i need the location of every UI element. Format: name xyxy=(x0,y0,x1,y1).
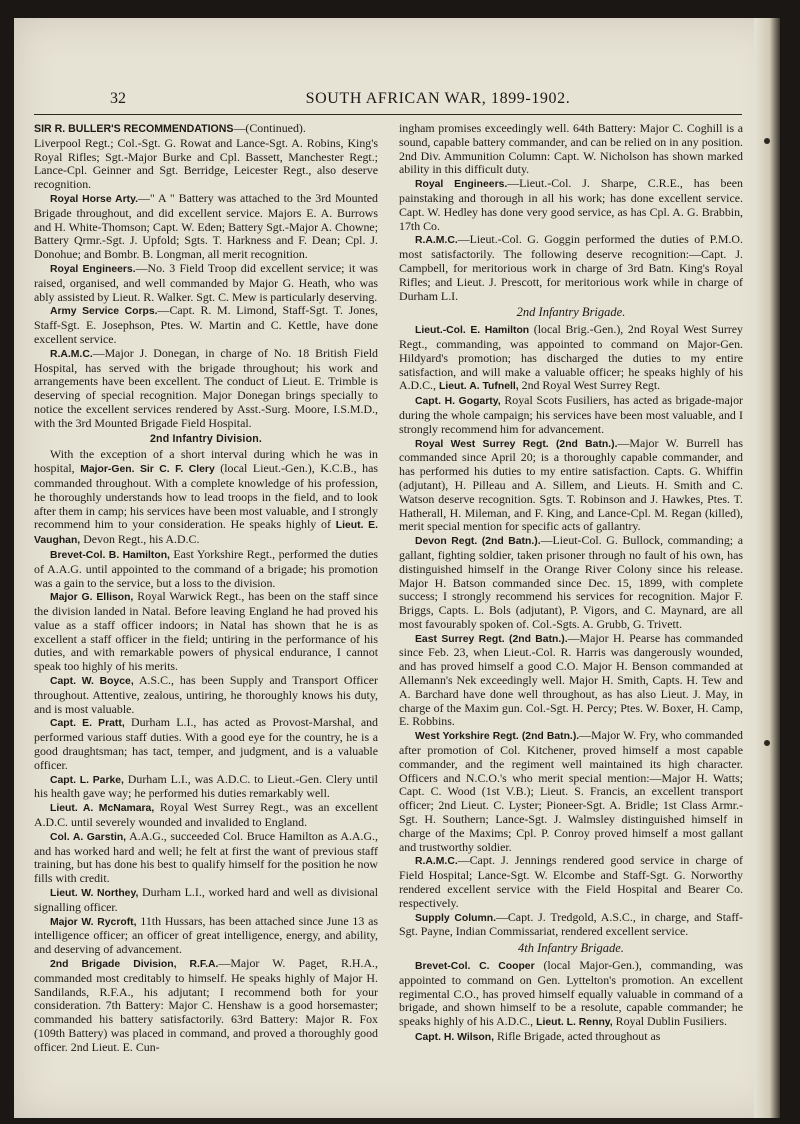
paragraph: R.A.M.C.—Capt. J. Jennings rendered good service in charge of Field Hospital; Lance-Sgt. W. Elcombe and Staff-Sgt. G. Norworthy rendered excellent service with the Field Hospital and Bearer Co. respectively. xyxy=(399,853,743,910)
header-rule xyxy=(34,114,742,115)
paragraph: R.A.M.C.—Major J. Donegan, in charge of No. 18 British Field Hospital, has served with the brigade throughout; his work and arrangements have been excellent. The conduct of Lieut. E. Trimble is deserving of special recognition. Major Donegan brings specially to notice the excellent services rendered by Asst.-Surg. Moore, I.S.M.D., with the 3rd Mounted Brigade Field Hospital. xyxy=(34,345,378,430)
paragraph: Col. A. Garstin, A.A.G., succeeded Col. Bruce Hamilton as A.A.G., and has worked hard and well; he felt at first the want of previous staff training, but has done his best to qualify himself for the position he now fills with credit. xyxy=(34,828,379,886)
right-column xyxy=(399,122,743,1045)
margin-mark xyxy=(764,740,770,746)
paragraph: Lieut. A. McNamara, Royal West Surrey Regt., was an excellent A.D.C. until severely wounded and invalided to England. xyxy=(34,800,378,830)
paragraph: Capt. H. Gogarty, Royal Scots Fusiliers, has acted as brigade-major during the whole campaign; his services have been most valuable, and I strongly recommend him for advancement. xyxy=(399,393,743,436)
book-spine-shadow xyxy=(754,18,780,1118)
paragraph: Lieut.-Col. E. Hamilton (local Brig.-Gen.), 2nd Royal West Surrey Regt., commanding, was appointed to command on Major-Gen. Hildyard's promotion; has discharged the duties to my entire satisfaction, and will make a valuable officer; he speaks highly of his A.D.C., Lieut. A. Tufnell, 2nd Royal West Surrey Regt. xyxy=(399,322,743,393)
left-column xyxy=(34,122,378,1055)
paragraph: Liverpool Regt.; Col.-Sgt. G. Rowat and Lance-Sgt. A. Robins, King's Royal Rifles; Sgt.-Major Burke and Cpl. Bassett, Manchester Regt.; Lance-Cpl. Geinner and Sgt. Berridge, Leicester Regt., also deserve recognition. xyxy=(34,135,378,192)
paragraph: R.A.M.C.—Lieut.-Col. G. Goggin performed the duties of P.M.O. most satisfactorily. The following deserve recognition:—Capt. J. Campbell, for meritorious work in charge of 3rd Batn. King's Royal Rifles; and Lieut. J. Prescott, for meritorious work while in charge of Durham L.I. xyxy=(399,232,743,303)
paragraph: Army Service Corps.—Capt. R. M. Limond, Staff-Sgt. T. Jones, Staff-Sgt. E. Josephson, Ptes. W. Martin and C. Kettle, have done excellent service. xyxy=(34,303,378,346)
paragraph: Supply Column.—Capt. J. Tredgold, A.S.C., in charge, and Staff-Sgt. Payne, Indian Commissariat, rendered excellent service. xyxy=(399,909,743,939)
brigade-heading: 2nd Infantry Brigade. xyxy=(516,305,626,320)
brigade-heading: 4th Infantry Brigade. xyxy=(518,941,624,956)
book-page xyxy=(14,18,780,1118)
paragraph: Royal Engineers.—No. 3 Field Troop did excellent service; it was raised, organised, and well commanded by Major G. Heath, who was ably assisted by Lieut. R. Walker. Sgt. C. Mew is particularly deserving. xyxy=(34,260,378,304)
page-number: 32 xyxy=(110,90,126,107)
running-title: SOUTH AFRICAN WAR, 1899-1902. xyxy=(305,90,571,107)
paragraph: Major W. Rycroft, 11th Hussars, has been attached since June 13 as intelligence officer; an officer of great intelligence, energy, and ability, and deserving of advancement. xyxy=(34,913,378,957)
paragraph: Lieut. W. Northey, Durham L.I., worked hard and well as divisional signalling officer. xyxy=(34,885,378,914)
paragraph: ingham promises exceedingly well. 64th Battery: Major C. Coghill is a sound, capable battery commander, and can be relied on in any position. 2nd Div. Ammunition Column: Capt. W. Nicholson has shown marked ability in this difficult duty. xyxy=(399,121,743,177)
paragraph: 2nd Brigade Division, R.F.A.—Major W. Paget, R.H.A., commanded most creditably to himself. He speaks highly of Major H. Sandilands, R.F.A., his adjutant; I recommend both for your consideration. 7th Battery: Major C. Henshaw is a good horsemaster; commanded his battery satisfactorily. 63rd Battery: Major R. Fox (109th Battery) was placed in command, and proved a thoroughly good officer. 2nd Lieut. E. Cun- xyxy=(34,956,378,1054)
paragraph: Capt. L. Parke, Durham L.I., was A.D.C. to Lieut.-Gen. Clery until his health gave way; he performed his duties remarkably well. xyxy=(34,771,378,801)
paragraph: Major G. Ellison, Royal Warwick Regt., has been on the staff since the division landed in Natal. Before leaving England he had proved his value as a staff officer indoors; in Natal has shown that he is as excellent a staff officer in the field; untiring in the performance of his duties, and with remarkable powers of physical endurance, I cannot speak too highly of his merits. xyxy=(34,589,378,674)
paragraph: Devon Regt. (2nd Batn.).—Lieut-Col. G. Bullock, commanding; a gallant, fighting soldier, taken prisoner through no fault of his own, has distinguished himself in the Orange River Colony since his release. Major H. Batson commanded since Dec. 15, 1899, with complete success; I strongly recommend his services for recognition. Major F. Briggs, Capts. L. Bols (adjutant), P. Vigors, and C. Maynard, are all most favourably spoken of. Col.-Sgts. A. Grubb, G. Trivett. xyxy=(399,533,743,631)
paragraph: With the exception of a short interval during which he was in hospital, Major-Gen. Sir C. F. Clery (local Lieut.-Gen.), K.C.B., has commanded throughout. With a complete knowledge of his profession, he thoroughly understands how to lead troops in the field, and to look after them in camp; his services have been most valuable, and I strongly recommend him to your consideration. He speaks highly of Lieut. E. Vaughan, Devon Regt., his A.D.C. xyxy=(34,447,379,547)
page-header xyxy=(110,90,710,114)
paragraph: Capt. E. Pratt, Durham L.I., has acted as Provost-Marshal, and performed various staff duties. With a good eye for the country, he is a good draughtsman; has tact, temper, and judgment, and is a valuable officer. xyxy=(34,715,378,772)
paragraph: East Surrey Regt. (2nd Batn.).—Major H. Pearse has commanded since Feb. 23, when Lieut.-Col. R. Harris was dangerously wounded, and has proved himself a good C.O. Major H. Benson commanded at Allemann's Nek exceedingly well. Major H. Smith, Capts. H. Tew and A. Barchard have done well throughout, as has also Lieut. J. May, in charge of the Maxim gun. Col.-Sgt. H. Percy; Ptes. W. Boxer, H. Camp, E. Robbins. xyxy=(399,630,743,729)
paragraph: Capt. H. Wilson, Rifle Brigade, acted throughout as xyxy=(415,1029,661,1043)
paragraph: Royal Horse Arty.—" A " Battery was attached to the 3rd Mounted Brigade throughout, and did excellent service. Majors E. A. Burrows and H. White-Thomson; Capt. W. Eden; Battery Sgt.-Major A. Chowne; Battery Qrmr.-Sgt. J. Upfold; Sgts. T. Harkness and F. Dean; Cpl. J. Donohue; and Bombr. B. Longman, all merit recognition. xyxy=(34,190,378,262)
division-heading: 2nd Infantry Division. xyxy=(149,432,263,445)
paragraph: Brevet-Col. B. Hamilton, East Yorkshire Regt., performed the duties of A.A.G. until appointed to the command of a brigade; his promotion was a gain to the service, but a loss to the division. xyxy=(34,546,378,590)
paragraph: Royal Engineers.—Lieut.-Col. J. Sharpe, C.R.E., has been painstaking and thorough in all his work; has done excellent service. Capt. W. Hedley has done very good service, as has Cpl. A. G. Brabbin, 17th Co. xyxy=(399,176,743,233)
paragraph: West Yorkshire Regt. (2nd Batn.).—Major W. Fry, who commanded after promotion of Col. Kitchener, proved himself a most capable commander, and the regiment well maintained its high character. Officers and N.C.O.'s who merit special mention:—Major H. Watts; Capt. C. Wood (1st V.B.); Lieut. S. Francis, an excellent transport officer; 2nd Lieut. C. Lyster; Pioneer-Sgt. A. Bridle; 1st Class Armr.-Sgt. H. Southern; Lance-Sgt. J. Walmsley distinguished himself in charge of the Maxims; Cpl. P. Conroy proved himself a most gallant and trustworthy soldier. xyxy=(399,728,743,854)
paragraph: Royal West Surrey Regt. (2nd Batn.).—Major W. Burrell has commanded since April 20; is a thoroughly capable commander, and has performed his duties to my entire satisfaction. Capts. G. Whiffin (adjutant), H. Pilleau and A. Sillem, and Lieuts. H. Smith and C. Watson deserve recognition. Sgts. T. Robinson and J. Hawkes, Ptes. T. Hatherall, H. Mileman, and F. King, and Lance-Cpl. M. Regan (killed), merit special mention for specific acts of gallantry. xyxy=(399,435,743,534)
paragraph: Brevet-Col. C. Cooper (local Major-Gen.), commanding, was appointed to command on Gen. Lyttelton's promotion. An excellent regimental C.O., has proved himself equally valuable in command of a brigade, and shown himself to be a resolute, capable commander; he speaks highly of his A.D.C., Lieut. L. Renny, Royal Dublin Fusiliers. xyxy=(399,958,743,1029)
section-heading: SIR R. BULLER'S RECOMMENDATIONS—(Continued). xyxy=(34,121,306,135)
margin-mark xyxy=(764,138,770,144)
paragraph: Capt. W. Boyce, A.S.C., has been Supply and Transport Officer throughout. Attentive, zealous, untiring, he thoroughly knows his duty, and is most valuable. xyxy=(34,673,378,716)
